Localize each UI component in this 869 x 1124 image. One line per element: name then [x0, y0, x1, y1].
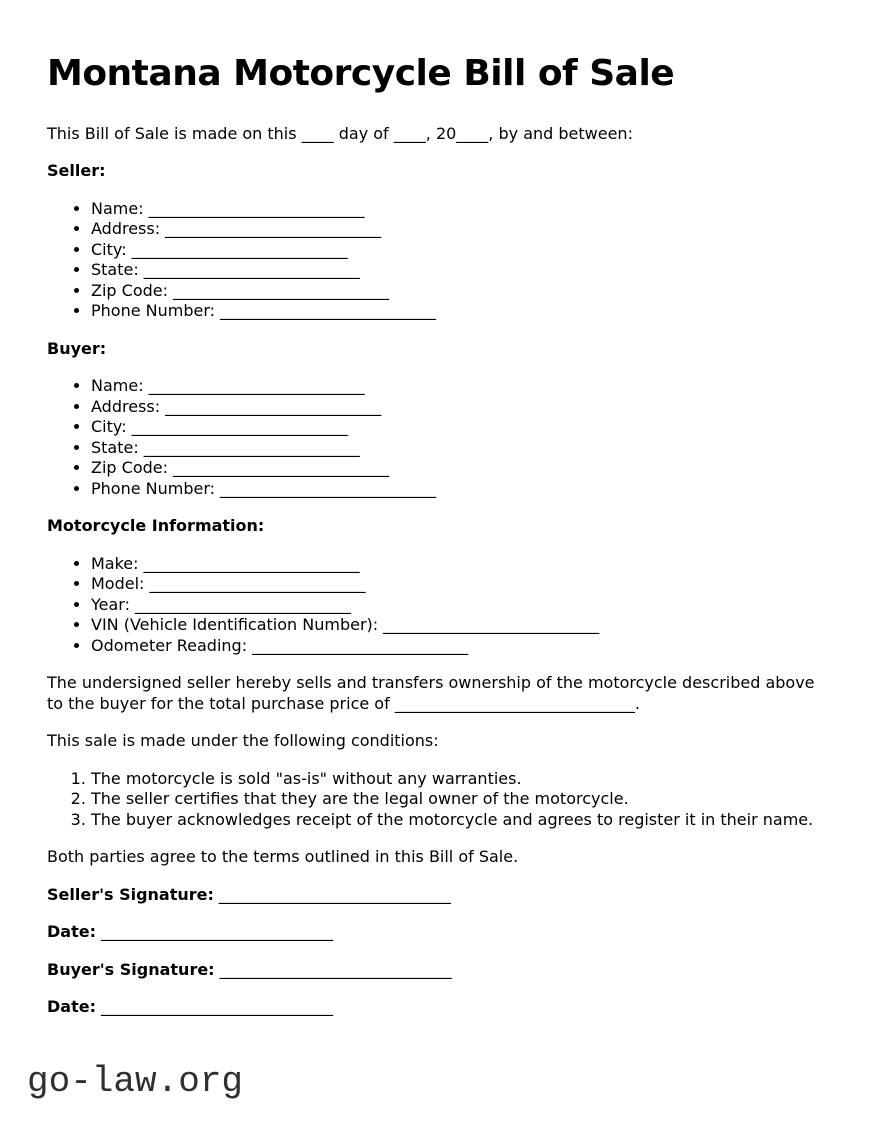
buyer-signature-line	[47, 960, 822, 981]
blank-line: ___________________________	[143, 437, 360, 457]
agreement-statement: Both parties agree to the terms outlined in this Bill of Sale.	[47, 847, 519, 867]
blank-line: ___________________________	[173, 280, 389, 300]
seller-heading: Seller:	[47, 161, 106, 181]
document-title: Montana Motorcycle Bill of Sale	[47, 53, 675, 94]
seller-phone-item	[91, 301, 822, 322]
blank-line: ___________________________	[134, 594, 351, 614]
date-blank-line: _____________________________	[100, 997, 333, 1017]
blank-line: ___________________________	[220, 478, 437, 498]
motorcycle-odometer-item	[91, 636, 822, 657]
field-label: Address:	[91, 396, 161, 416]
buyer-city-item	[91, 417, 822, 438]
buyer-signature-label: Buyer's Signature:	[47, 959, 215, 979]
field-label: Odometer Reading:	[91, 635, 248, 655]
buyer-zip-item	[91, 458, 822, 479]
buyer-date-label: Date:	[47, 997, 96, 1017]
seller-name-item	[91, 199, 822, 220]
field-label: City:	[91, 417, 127, 437]
field-label: City:	[91, 239, 127, 259]
blank-line: ___________________________	[252, 635, 469, 655]
blank-line: ___________________________	[131, 417, 348, 437]
blank-line: ___________________________	[383, 615, 600, 635]
field-label: Make:	[91, 553, 139, 573]
field-label: Name:	[91, 198, 144, 218]
seller-city-item	[91, 240, 822, 261]
transfer-clause: The undersigned seller hereby sells and transfers ownership of the motorcycle described above to the buyer for the total purchase price of ______________________________.	[47, 673, 815, 713]
buyer-date-line	[47, 997, 822, 1018]
buyer-heading: Buyer:	[47, 338, 107, 358]
seller-field-list	[47, 199, 822, 322]
motorcycle-field-list	[47, 554, 822, 657]
field-label: State:	[91, 437, 139, 457]
blank-line: ___________________________	[148, 198, 365, 218]
field-label: State:	[91, 260, 139, 280]
motorcycle-vin-item	[91, 615, 822, 636]
condition-item: 1. The motorcycle is sold "as-is" without any warranties.	[91, 769, 822, 790]
motorcycle-year-item	[91, 595, 822, 616]
condition-item: 2. The seller certifies that they are the legal owner of the motorcycle.	[91, 789, 822, 810]
signature-blank-line: _____________________________	[218, 884, 451, 904]
blank-line: ___________________________	[143, 260, 360, 280]
blank-line: ___________________________	[143, 553, 360, 573]
buyer-state-item	[91, 438, 822, 459]
date-blank-line: _____________________________	[100, 922, 333, 942]
signature-blank-line: _____________________________	[219, 959, 452, 979]
motorcycle-model-item	[91, 574, 822, 595]
field-label: Zip Code:	[91, 458, 168, 478]
blank-line: ___________________________	[165, 219, 382, 239]
buyer-field-list	[47, 376, 822, 499]
motorcycle-info-heading: Motorcycle Information:	[47, 516, 265, 536]
field-label: Zip Code:	[91, 280, 168, 300]
blank-line: ___________________________	[220, 301, 437, 321]
conditions-list	[47, 769, 822, 831]
seller-signature-line	[47, 885, 822, 906]
buyer-address-item	[91, 397, 822, 418]
blank-line: ___________________________	[173, 458, 389, 478]
blank-line: ___________________________	[131, 239, 348, 259]
field-label: Name:	[91, 376, 144, 396]
blank-line: ___________________________	[148, 376, 365, 396]
conditions-intro: This sale is made under the following conditions:	[47, 731, 439, 751]
footer-watermark: go-law.org	[27, 1061, 244, 1102]
seller-date-line	[47, 922, 822, 943]
intro-line: This Bill of Sale is made on this ____ day of ____, 20____, by and between:	[47, 123, 633, 143]
field-label: Phone Number:	[91, 478, 216, 498]
seller-address-item	[91, 219, 822, 240]
buyer-phone-item	[91, 479, 822, 500]
field-label: VIN (Vehicle Identification Number):	[91, 615, 379, 635]
seller-signature-label: Seller's Signature:	[47, 884, 214, 904]
field-label: Address:	[91, 219, 161, 239]
seller-zip-item	[91, 281, 822, 302]
blank-line: ___________________________	[165, 396, 382, 416]
field-label: Phone Number:	[91, 301, 216, 321]
seller-state-item	[91, 260, 822, 281]
motorcycle-make-item	[91, 554, 822, 575]
blank-line: ___________________________	[149, 574, 366, 594]
field-label: Year:	[91, 594, 130, 614]
seller-date-label: Date:	[47, 922, 96, 942]
field-label: Model:	[91, 574, 145, 594]
condition-item: 3. The buyer acknowledges receipt of the motorcycle and agrees to register it in their name.	[91, 810, 822, 831]
buyer-name-item	[91, 376, 822, 397]
